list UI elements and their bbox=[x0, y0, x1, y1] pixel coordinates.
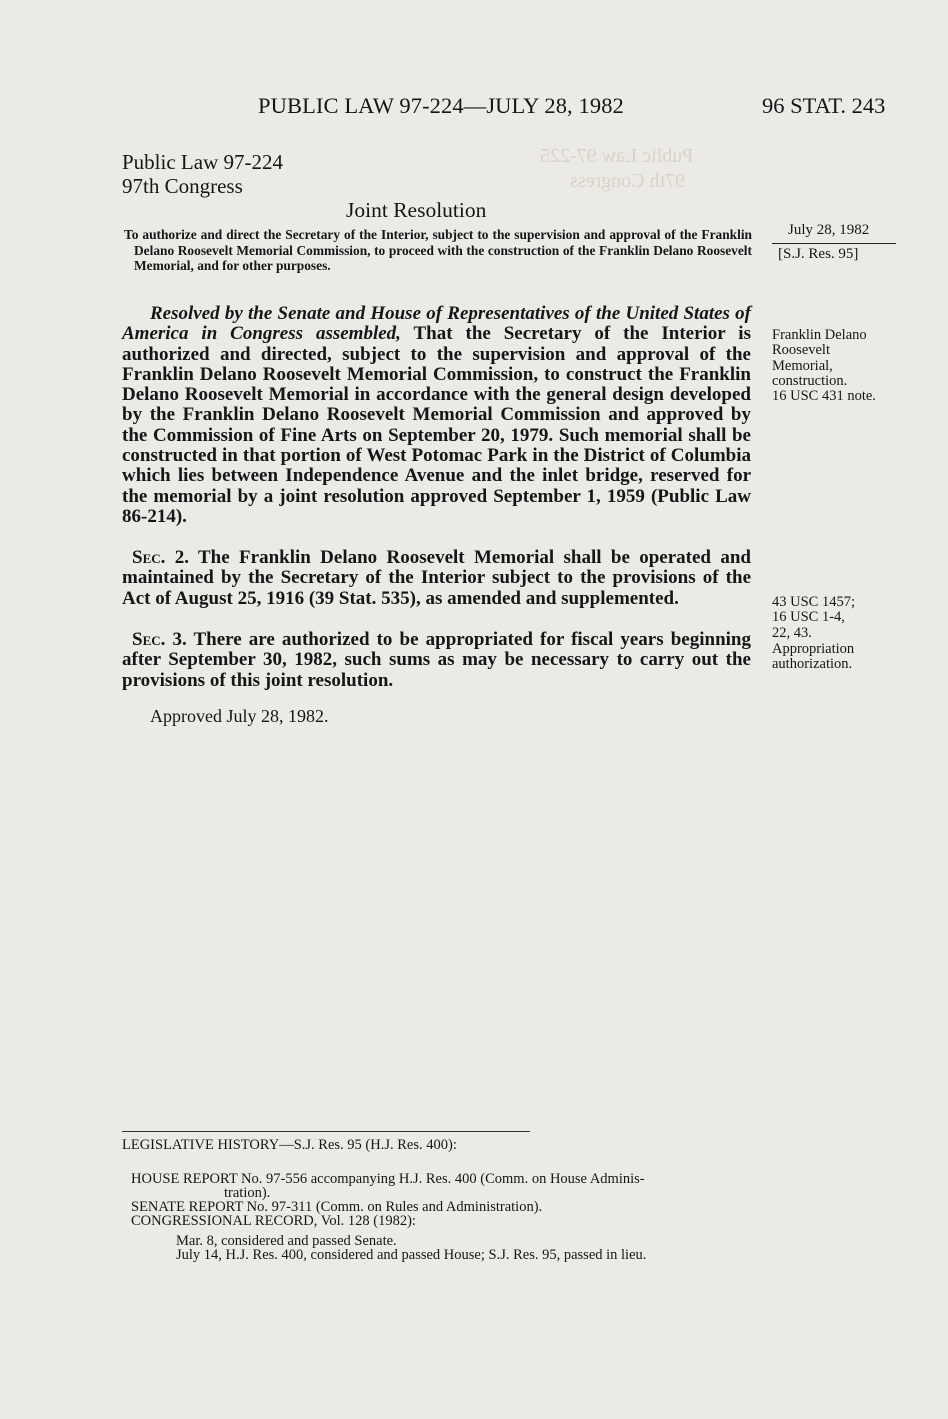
long-title bbox=[124, 227, 752, 274]
margin-note-line: authorization. bbox=[772, 656, 853, 673]
senate-report: SENATE REPORT No. 97-311 (Comm. on Rules and Administration). bbox=[131, 1199, 543, 1215]
margin-note-line: Franklin Delano bbox=[772, 327, 867, 343]
margin-note-line: Memorial, bbox=[772, 357, 833, 374]
section-2-label: Sec. 2. bbox=[132, 547, 189, 568]
legislative-history-heading: LEGISLATIVE HISTORY—S.J. Res. 95 (H.J. Res. 400): bbox=[122, 1137, 457, 1153]
approval-date: Approved July 28, 1982. bbox=[150, 706, 329, 726]
running-head: PUBLIC LAW 97-224—JULY 28, 1982 bbox=[258, 93, 624, 118]
enactment-date-note: July 28, 1982 bbox=[788, 222, 870, 238]
house-report-continuation: tration). bbox=[224, 1185, 271, 1201]
section-3-text: There are authorized to be appropriated for fiscal years beginning after September 30, 1982, such sums as may be necessary to carry out the provisions of this joint resolution. bbox=[122, 629, 751, 691]
law-number: Public Law 97-224 bbox=[122, 150, 283, 174]
margin-note-statutes bbox=[772, 595, 855, 641]
margin-note-line: 16 USC 1-4, bbox=[772, 609, 845, 626]
margin-note-line: construction. bbox=[772, 372, 848, 389]
margin-note-appropriation bbox=[772, 642, 854, 673]
record-entry: July 14, H.J. Res. 400, considered and passed House; S.J. Res. 95, passed in lieu. bbox=[176, 1247, 647, 1263]
enacting-clause: Resolved by the Senate and House of Representatives of the United States of America in Congress assembled, bbox=[122, 303, 751, 345]
margin-note-line: 43 USC 1457; bbox=[772, 594, 855, 610]
section-3 bbox=[122, 630, 751, 691]
margin-note-line: 16 USC 431 note. bbox=[772, 388, 876, 405]
margin-note-memorial bbox=[772, 328, 876, 404]
footer-divider bbox=[122, 1131, 530, 1132]
section-1-text: That the Secretary of the Interior is authorized and directed, subject to the supervision and approval of the Franklin Delano Roosevelt Memorial Commission, to construct the Franklin Delano Roosevelt Memorial in accordance with the general design developed by the Franklin Delano Roosevelt Memorial Commission and approved by the Commission of Fine Arts on September 20, 1979. Such memorial shall be constructed in that portion of West Potomac Park in the District of Columbia which lies between Independence Avenue and the inlet bridge, reserved for the memorial by a joint resolution approved September 1, 1959 (Public Law 86-214). bbox=[122, 323, 751, 527]
congressional-record: CONGRESSIONAL RECORD, Vol. 128 (1982): bbox=[131, 1213, 416, 1229]
statute-reference: 96 STAT. 243 bbox=[762, 93, 886, 118]
bleed-through-text: 97th Congress bbox=[570, 170, 685, 192]
section-3-label: Sec. 3. bbox=[132, 629, 187, 650]
bill-number-note: [S.J. Res. 95] bbox=[778, 246, 859, 262]
record-entry: Mar. 8, considered and passed Senate. bbox=[176, 1233, 397, 1249]
section-2 bbox=[122, 548, 751, 609]
house-report: HOUSE REPORT No. 97-556 accompanying H.J. Res. 400 (Comm. on House Adminis- bbox=[131, 1171, 645, 1187]
long-title-text: To authorize and direct the Secretary of the Interior, subject to the supervision and approval of the Franklin Delano Roosevelt Memorial Commission, to proceed with the construction of the Franklin Delano Roosevelt Memorial, and for other purposes. bbox=[124, 227, 752, 273]
margin-note-line: Appropriation bbox=[772, 641, 855, 657]
resolution-heading: Joint Resolution bbox=[346, 198, 487, 222]
margin-note-line: 22, 43. bbox=[772, 624, 812, 641]
section-1 bbox=[122, 304, 751, 527]
sidenote-divider bbox=[772, 243, 896, 244]
margin-note-line: Roosevelt bbox=[772, 342, 830, 359]
section-2-text: The Franklin Delano Roosevelt Memorial shall be operated and maintained by the Secretary of the Interior subject to the provisions of the Act of August 25, 1916 (39 Stat. 535), as amended and supplemented. bbox=[122, 547, 751, 609]
bleed-through-text: Public Law 97-225 bbox=[540, 145, 694, 167]
congress-number: 97th Congress bbox=[122, 174, 243, 198]
